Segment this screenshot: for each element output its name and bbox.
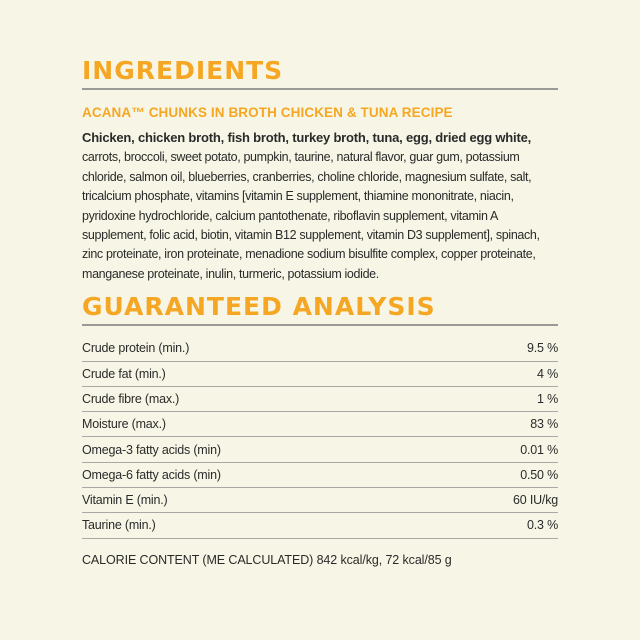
analysis-row: [82, 488, 558, 513]
analysis-label: Vitamin E (min.): [82, 488, 442, 513]
ingredients-primary: Chicken, chicken broth, fish broth, turkey broth, tuna, egg, dried egg white,: [82, 130, 532, 145]
analysis-row: [82, 386, 558, 411]
analysis-value: 0.50 %: [442, 462, 558, 487]
analysis-value: 4 %: [442, 361, 558, 386]
analysis-heading: GUARANTEED ANALYSIS: [82, 292, 436, 322]
analysis-table: [82, 336, 558, 538]
analysis-row: [82, 437, 558, 462]
analysis-label: Taurine (min.): [82, 513, 442, 538]
nutrition-panel: [82, 56, 558, 567]
analysis-row: [82, 513, 558, 538]
analysis-value: 1 %: [442, 386, 558, 411]
analysis-label: Moisture (max.): [82, 412, 442, 437]
analysis-divider: [82, 324, 558, 326]
analysis-row: [82, 462, 558, 487]
analysis-label: Crude fibre (max.): [82, 386, 442, 411]
analysis-value: 0.01 %: [442, 437, 558, 462]
analysis-row: [82, 412, 558, 437]
analysis-label: Omega-6 fatty acids (min): [82, 462, 442, 487]
recipe-title: ACANA™ CHUNKS IN BROTH CHICKEN & TUNA RECIPE: [82, 105, 453, 120]
analysis-value: 60 IU/kg: [442, 488, 558, 513]
analysis-label: Crude fat (min.): [82, 361, 442, 386]
analysis-value: 9.5 %: [442, 336, 558, 361]
analysis-row: [82, 361, 558, 386]
analysis-label: Omega-3 fatty acids (min): [82, 437, 442, 462]
analysis-row: [82, 336, 558, 361]
analysis-label: Crude protein (min.): [82, 336, 442, 361]
ingredients-divider: [82, 88, 558, 90]
ingredients-secondary: carrots, broccoli, sweet potato, pumpkin, taurine, natural flavor, guar gum, potassium chloride, salmon oil, blueberries, cranberries, choline chloride, magnesium sulfate, salt, tricalcium phosphate, vitamins [vitamin E supplement, thiamine mononitrate, niacin, pyridoxine hydrochloride, calcium pantothenate, riboflavin supplement, vitamin A supplement, folic acid, biotin, vitamin B12 supplement, vitamin D3 supplement], spinach, zinc proteinate, iron proteinate, menadione sodium bisulfite complex, copper proteinate, manganese proteinate, inulin, turmeric, potassium iodide.: [82, 150, 540, 281]
calorie-content: CALORIE CONTENT (ME CALCULATED) 842 kcal/kg, 72 kcal/85 g: [82, 552, 452, 567]
ingredients-list: [82, 128, 558, 284]
analysis-value: 83 %: [442, 412, 558, 437]
ingredients-heading: INGREDIENTS: [82, 56, 284, 85]
analysis-value: 0.3 %: [442, 513, 558, 538]
